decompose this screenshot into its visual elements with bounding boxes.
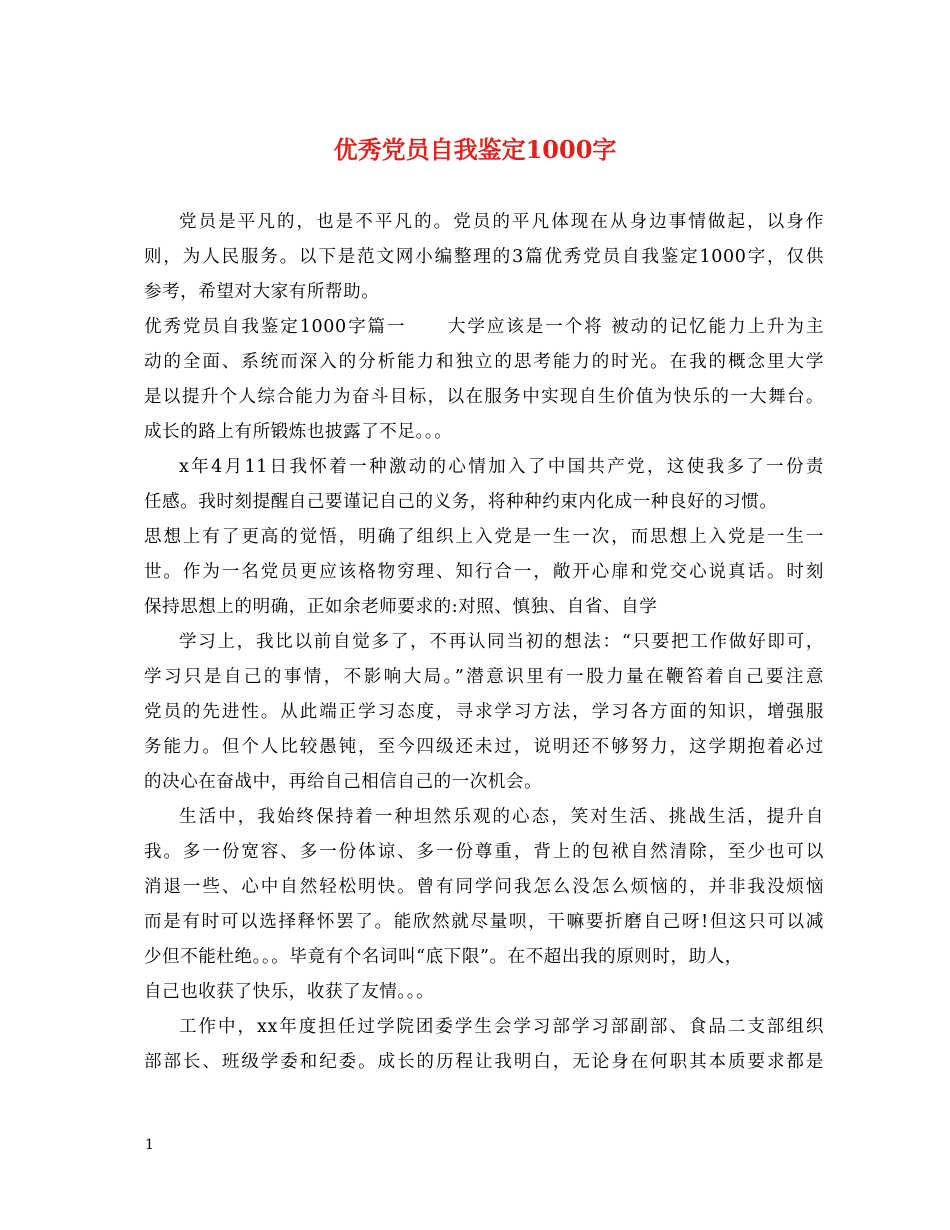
section-heading: 优秀党员自我鉴定1000字篇一 [144,317,407,337]
body-line: 是以提升个人综合能力为奋斗目标，以在服务中实现自生价值为快乐的一大舞台。 [144,387,824,407]
body-line: 思想上有了更高的觉悟，明确了组织上入党是一生一次，而思想上入党是一生一 [144,527,824,547]
body-line: 我。多一份宽容、多一份体谅、多一份尊重，背上的包袱自然清除，至少也可以 [144,842,824,862]
body-line: 学习只是自己的事情，不影响大局。”潜意识里有一股力量在鞭笞着自己要注意 [144,667,824,687]
body-line: 而是有时可以选择释怀罢了。能欣然就尽量呗，干嘛要折磨自己呀!但这只可以减 [144,912,824,932]
body-line: 成长的路上有所锻炼也披露了不足。。。 [144,422,453,442]
body-line: 党员的先进性。从此端正学习态度，寻求学习方法，学习各方面的知识，增强服 [144,702,824,722]
body-line: 生活中，我始终保持着一种坦然乐观的心态，笑对生活、挑战生活，提升自 [179,807,824,827]
body-line: 保持思想上的明确，正如余老师要求的:对照、慎独、自省、自学 [144,597,658,617]
body-line: 少但不能杜绝。。。毕竟有个名词叫“底下限”。在不超出我的原则时，助人， [144,947,743,967]
body-line: 学习上，我比以前自觉多了，不再认同当初的想法：“只要把工作做好即可， [179,632,824,652]
body-line: 任感。我时刻提醒自己要谨记自己的义务，将种种约束内化成一种良好的习惯。 [144,492,778,512]
body-line: x年4月11日我怀着一种激动的心情加入了中国共产党，这使我多了一份责 [179,457,824,477]
body-line: 自己也收获了快乐，收获了友情。。。 [144,982,435,1002]
page-number: 1 [145,1137,154,1153]
body-line: 消退一些、心中自然轻松明快。曾有同学问我怎么没怎么烦恼的，并非我没烦恼 [144,877,824,897]
body-line-section [144,310,824,345]
body-line: 则，为人民服务。以下是范文网小编整理的3篇优秀党员自我鉴定1000字，仅供 [144,247,824,267]
body-line: 工作中，xx年度担任过学院团委学生会学习部学习部副部、食品二支部组织 [179,1017,824,1037]
body-line: 党员是平凡的，也是不平凡的。党员的平凡体现在从身边事情做起，以身作 [179,212,824,232]
body-line: 部部长、班级学委和纪委。成长的历程让我明白，无论身在何职其本质要求都是 [144,1052,824,1072]
body-line: 参考，希望对大家有所帮助。 [144,282,380,302]
document-body [144,205,824,1080]
body-line: 务能力。但个人比较愚钝，至今四级还未过，说明还不够努力，这学期抱着必过 [144,737,824,757]
body-line: 动的全面、系统而深入的分析能力和独立的思考能力的时光。在我的概念里大学 [144,352,824,372]
body-line: 的决心在奋战中，再给自己相信自己的一次机会。 [144,772,543,792]
section-first-sentence: 大学应该是一个将 被动的记忆能力上升为主 [446,317,824,337]
body-line: 世。作为一名党员更应该格物穷理、知行合一，敞开心扉和党交心说真话。时刻 [144,562,824,582]
document-title: 优秀党员自我鉴定1000字 [333,135,617,164]
